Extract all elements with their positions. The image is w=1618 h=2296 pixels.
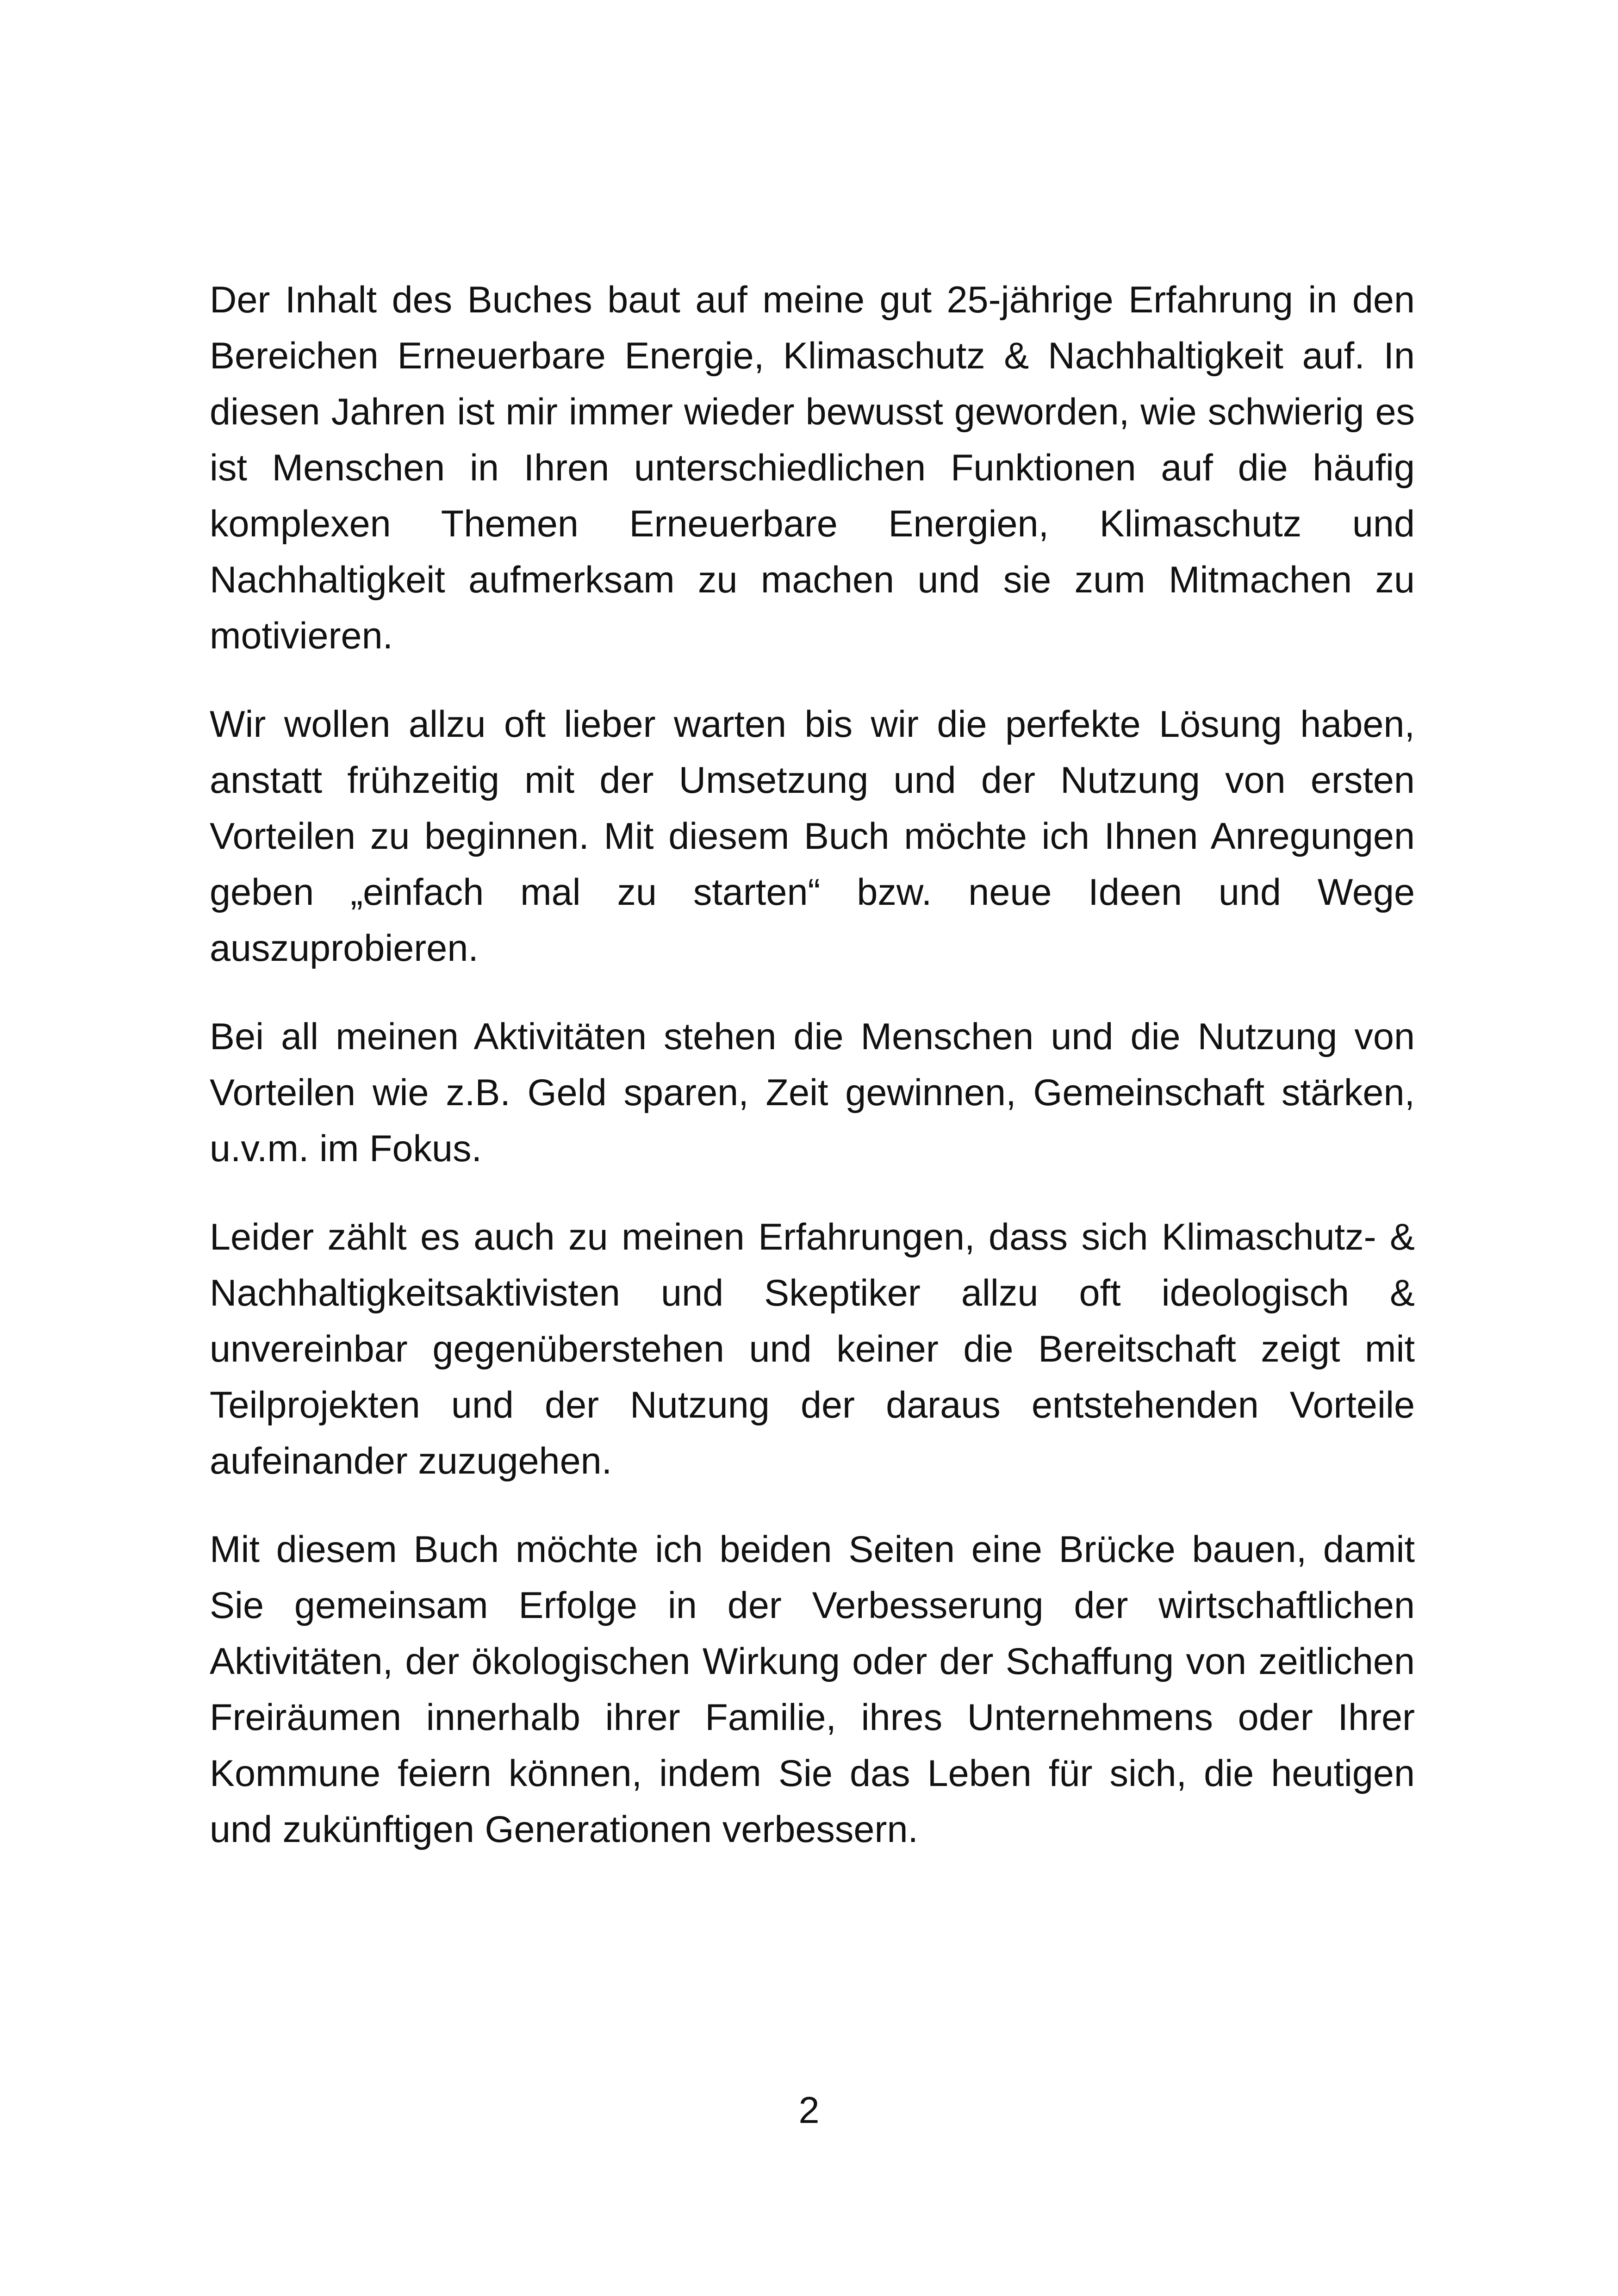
paragraph-2: Wir wollen allzu oft lieber warten bis wir die perfekte Lösung haben, anstatt frühzeitig mit der Umsetzung und der Nutzung von ersten Vorteilen zu beginnen. Mit diesem Buch möchte ich Ihnen Anregungen geben „einfach mal zu starten“ bzw. neue Ideen und Wege auszuprobieren.: [210, 703, 1415, 969]
paragraph-4: Leider zählt es auch zu meinen Erfahrungen, dass sich Klimaschutz- & Nachhaltigkeitsaktivisten und Skeptiker allzu oft ideologisch & unvereinbar gegenüberstehen und keiner die Bereitschaft zeigt mit Teilprojekten und der Nutzung der daraus entstehenden Vorteile aufeinander zuzugehen.: [210, 1216, 1415, 1482]
paragraph-1: Der Inhalt des Buches baut auf meine gut 25-jährige Erfahrung in den Bereichen Erneuerbare Energie, Klimaschutz & Nachhaltigkeit auf. In diesen Jahren ist mir immer wieder bewusst geworden, wie schwierig es ist Menschen in Ihren unterschiedlichen Funktionen auf die häufig komplexen Themen Erneuerbare Energien, Klimaschutz und Nachhaltigkeit aufmerksam zu machen und sie zum Mitmachen zu motivieren.: [210, 279, 1415, 657]
page-body: [210, 272, 1415, 1890]
paragraph-3: Bei all meinen Aktivitäten stehen die Menschen und die Nutzung von Vorteilen wie z.B. Geld sparen, Zeit gewinnen, Gemeinschaft stärken, u.v.m. im Fokus.: [210, 1016, 1415, 1170]
page-number: 2: [798, 2090, 820, 2131]
paragraph-5: Mit diesem Buch möchte ich beiden Seiten eine Brücke bauen, damit Sie gemeinsam Erfolge in der Verbesserung der wirtschaftlichen Aktivitäten, der ökologischen Wirkung oder der Schaffung von zeitlichen Freiräumen innerhalb ihrer Familie, ihres Unternehmens oder Ihrer Kommune feiern können, indem Sie das Leben für sich, die heutigen und zukünftigen Generationen verbessern.: [210, 1529, 1415, 1850]
